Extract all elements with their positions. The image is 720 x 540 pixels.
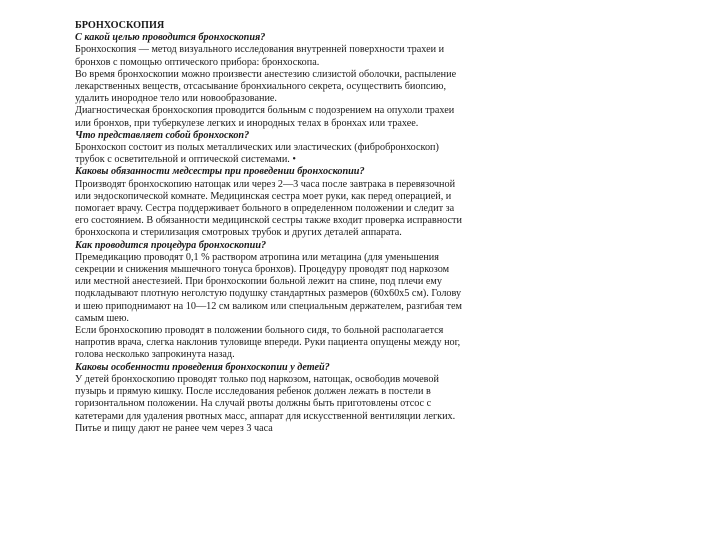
text-line: или бронхов, при туберкулезе легких и инородных телах в бронхах или трахее. (75, 117, 419, 129)
question-heading: С какой целью проводится бронхоскопия? (75, 32, 266, 44)
document-title: БРОНХОСКОПИЯ (75, 20, 165, 31)
text-line: удалить инородное тело или новообразование. (75, 93, 277, 105)
text-line: Производят бронхоскопию натощак или через 2—3 часа после завтрака в перевязочной (75, 178, 456, 190)
text-line: катетерами для удаления рвотных масс, аппарат для искусственной вентиляции легких. (75, 410, 456, 422)
question-heading: Как проводится процедура бронхоскопии? (75, 239, 267, 251)
text-line: самым шею. (75, 312, 129, 324)
text-line: Если бронхоскопию проводят в положении больного сидя, то больной располагается (75, 325, 444, 337)
text-line: помогает врачу. Сестра поддерживает больного в определенном положении и следит за (75, 203, 455, 215)
text-line: напротив врача, слегка наклонив туловище впереди. Руки пациента опущены между ног, (75, 337, 461, 349)
text-line: Диагностическая бронхоскопия проводится больным с подозрением на опухоли трахеи (75, 105, 455, 117)
text-line: Во время бронхоскопии можно произвести анестезию слизистой оболочки, распыление (75, 68, 457, 80)
text-line: пузырь и прямую кишку. После исследования ребенок должен лежать в постели в (75, 386, 431, 398)
text-line: Бронхоскоп состоит из полых металлических или эластических (фибробронхоскоп) (75, 142, 439, 154)
question-heading: Что представляет собой бронхоскоп? (75, 129, 250, 141)
text-line: бронхов с помощью оптического прибора: бронхоскопа. (75, 56, 320, 68)
text-line: или местной анестезией. При бронхоскопии больной лежит на спине, под плечи ему (75, 276, 442, 288)
text-line: трубок с осветительной и оптической системами. • (75, 154, 296, 166)
text-line: Премедикацию проводят 0,1 % раствором атропина или метацина (для уменьшения (75, 251, 439, 263)
text-line: лекарственных веществ, отсасывание бронхиального секрета, осуществить биопсию, (75, 81, 447, 93)
text-line: и шею приподнимают на 10—12 см валиком или специальным держателем, разгибая тем (75, 300, 462, 312)
text-line: бронхоскопа и стерилизация смотровых трубок и других деталей аппарата. (75, 227, 402, 239)
document-body (75, 20, 665, 435)
text-line: горизонтальном положении. На случай рвоты должны быть приготовлены отсос с (75, 398, 432, 410)
text-line: подкладывают плотную неголстую подушку стандартных размеров (60х60х5 см). Голову (75, 288, 462, 300)
text-line: У детей бронхоскопию проводят только под наркозом, натощак, освободив мочевой (75, 373, 439, 385)
text-line: Питье и пищу дают не ранее чем через 3 часа (75, 422, 273, 434)
text-line: Бронхоскопия — метод визуального исследования внутренней поверхности трахеи и (75, 44, 445, 56)
text-line: или эндоскопической комнате. Медицинская сестра моет руки, как перед операцией, и (75, 190, 452, 202)
text-line: его состоянием. В обязанности медицинской сестры также входит проверка исправности (75, 215, 462, 227)
question-heading: Каковы обязанности медсестры при проведении бронхоскопии? (75, 166, 365, 178)
question-heading: Каковы особенности проведения бронхоскопии у детей? (75, 361, 330, 373)
text-line: секреции и снижения мышечного тонуса бронхов). Процедуру проводят под наркозом (75, 264, 450, 276)
text-line: голова несколько запрокинута назад. (75, 349, 235, 361)
